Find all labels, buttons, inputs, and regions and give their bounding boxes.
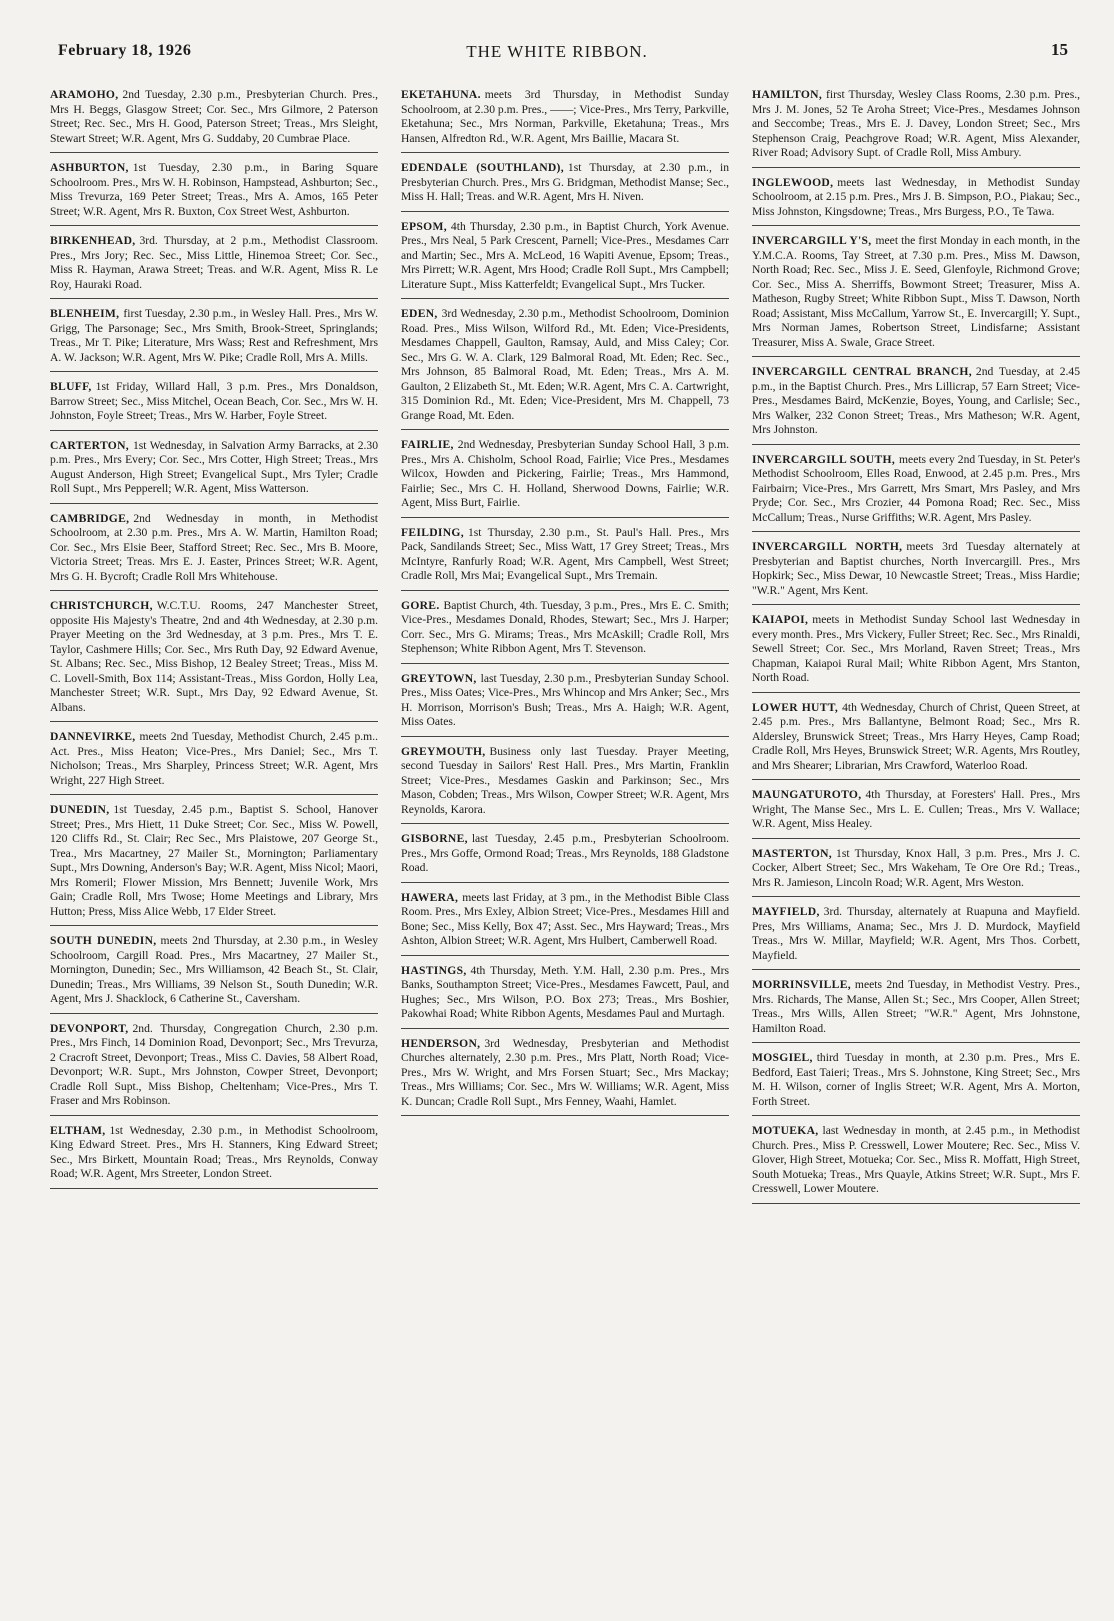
branch-name: HAMILTON,	[752, 88, 823, 101]
branch-entry	[50, 730, 378, 795]
branch-name: EKETAHUNA.	[401, 88, 481, 101]
branch-details: 4th Thursday, 2.30 p.m., in Baptist Church, York Avenue. Pres., Mrs Neal, 5 Park Crescent, Parnell; Vice-Pres., Mesdames Carr and Martin; Sec., Mrs A. McLeod, 16 Wapiti Avenue, Epsom; Treas., Mrs Pirrett; W.R. Agent, Mrs Hood; Cradle Roll Supt., Mrs Campbell; Literature Supt., Miss Katterfeldt; Evangelical Supt., Mrs Tucker.	[401, 219, 729, 291]
branch-details: Baptist Church, 4th. Tuesday, 3 p.m., Pres., Mrs E. C. Smith; Vice-Pres., Mesdames Donald, Rhodes, Stewart; Sec., Mrs J. Harper; Corr. Sec., Mrs G. Mirams; Treas., Mrs McAskill; Cradle Roll, Mrs Stephenson; White Ribbon Agent, Mrs T. Stevenson.	[401, 598, 729, 655]
branch-name: MOSGIEL,	[752, 1051, 813, 1064]
branch-entry	[752, 788, 1080, 839]
branch-entry	[50, 1022, 378, 1116]
branch-entry	[752, 847, 1080, 898]
branch-details: 1st Thursday, at 2.30 p.m., in Presbyterian Church. Pres., Mrs G. Bridgman, Methodist Manse; Sec., Miss H. Hall; Treas. and W.R. Agent, Mrs H. Niven.	[401, 161, 729, 203]
branch-entry	[752, 540, 1080, 605]
branch-details: 4th Wednesday, Church of Christ, Queen Street, at 2.45 p.m. Pres., Mrs Ballantyne, Belmont Road; Sec., Mrs R. Aldersley, Brunswick Street; Treas., Mrs Harry Heyes, Camp Road; Cradle Roll, Mrs Heyes, Brunswick Street; W.R. Agents, Mrs Routley, and Mrs Shearer; Librarian, Mrs Crawford, Waterloo Road.	[752, 700, 1080, 772]
column-2	[401, 88, 729, 1212]
branch-name: INVERCARGILL Y'S,	[752, 234, 872, 247]
branch-name: INVERCARGILL CENTRAL BRANCH,	[752, 365, 972, 378]
branch-name: HASTINGS,	[401, 963, 467, 977]
branch-details: last Wednesday in month, at 2.45 p.m., in Methodist Church. Pres., Miss P. Cresswell, Lower Moutere; Rec. Sec., Miss V. Glover, High Street, Motueka; Cor. Sec., Miss R. Moffatt, High Street, South Motueka; Treas., Mrs Quayle, Atkins Street; W.R. Supt., Mrs F. Cresswell, Lower Moutere.	[752, 1124, 1080, 1195]
branch-entry	[50, 512, 378, 592]
branch-name: INVERCARGILL NORTH,	[752, 540, 903, 553]
branch-details: meets 3rd Tuesday alternately at Presbyterian and Baptist churches, North Invercargill. Pres., Mrs Hopkirk; Sec., Miss Dewar, 10 Newcastle Street; Treas., Miss Hardie; "W.R." Agent, Mrs Kent.	[752, 540, 1080, 597]
branch-name: GREYMOUTH,	[401, 744, 486, 758]
branch-name: EDEN,	[401, 307, 438, 320]
branch-details: 2nd Wednesday, Presbyterian Sunday School Hall, 3 p.m. Pres., Mrs A. Chisholm, School Road, Fairlie; Vice Pres., Mesdames Wilcox, Howden and Pickering, Fairlie; Treas., Mrs Hammond, Fairlie; Sec., Mrs C. H. Holland, Sherwood Downs, Fairlie; W.R. Agent, Miss Burt, Fairlie.	[401, 438, 729, 509]
branch-entry	[401, 307, 729, 430]
branch-name: DUNEDIN,	[50, 803, 110, 816]
branch-name: HENDERSON,	[401, 1036, 481, 1050]
branch-entry	[752, 905, 1080, 970]
branch-entry	[401, 832, 729, 883]
branch-entry	[752, 88, 1080, 168]
branch-details: W.C.T.U. Rooms, 247 Manchester Street, opposite His Majesty's Theatre, 2nd and 4th Wednesday, at 2.30 p.m. Prayer Meeting on the 3rd Wednesday, at 3 p.m. Pres., Mrs T. E. Taylor, Cashmere Hills; Cor. Sec., Mrs Ruth Day, 92 Edward Avenue, St. Albans; Rec. Sec., Miss Bishop, 12 Bealey Street; Treas., Miss M. C. Lovell-Smith, Box 114; Assistant-Treas., Miss Gordon, Holly Lea, Manchester Street; W.R. Supt., Mrs Day, 92 Edward Avenue, St. Albans.	[50, 599, 378, 714]
branch-entry	[752, 176, 1080, 227]
branch-entry	[50, 439, 378, 504]
branch-details: 4th Thursday, Meth. Y.M. Hall, 2.30 p.m. Pres., Mrs Banks, Southampton Street; Vice-Pres., Mesdames Fawcett, Paul, and Hughes; Sec., Mrs Wilson, P.O. Box 273; Treas., Mrs Boshier, Pakowhai Road; White Ribbon Agents, Mesdames Paul and Murtagh.	[401, 963, 729, 1020]
branch-name: INVERCARGILL SOUTH,	[752, 452, 896, 466]
branch-details: 1st Friday, Willard Hall, 3 p.m. Pres., Mrs Donaldson, Barrow Street; Sec., Miss Mitchel, Ocean Beach, Cor. Sec., Mrs W. H. Johnston, Foyle Street; Treas., Mrs W. Harber, Foyle Street.	[50, 380, 378, 422]
branch-details: last Tuesday, 2.45 p.m., Presbyterian Schoolroom. Pres., Mrs Goffe, Ormond Road; Treas., Mrs Reynolds, 188 Gladstone Road.	[401, 832, 729, 874]
branch-name: ASHBURTON,	[50, 161, 129, 174]
branch-entry	[50, 599, 378, 722]
branch-name: HAWERA,	[401, 890, 459, 904]
branch-name: CHRISTCHURCH,	[50, 599, 153, 612]
branch-entry	[752, 1051, 1080, 1116]
branch-name: ARAMOHO,	[50, 88, 119, 101]
branch-details: first Thursday, Wesley Class Rooms, 2.30 p.m. Pres., Mrs J. M. Jones, 52 Te Aroha Street; Vice-Pres., Mesdames Johnson and Seccombe; Treas., Mrs E. J. Davey, London Street; Sec., Mrs Stephenson Craig, Peachgrove Road; W.R. Agent, Miss Alexander, River Road; Advisory Supt. of Cradle Roll, Miss Ambury.	[752, 88, 1080, 159]
branch-name: GORE.	[401, 598, 440, 612]
branch-details: 1st Wednesday, 2.30 p.m., in Methodist Schoolroom, King Edward Street. Pres., Mrs H. Stanners, King Edward Street; Sec., Mrs Birkett, Mountain Road; Treas., Mrs Reynolds, Conway Road; W.R. Agent, Mrs Streeter, London Street.	[50, 1123, 378, 1180]
branch-details: meets every 2nd Tuesday, in St. Peter's Methodist Schoolroom, Elles Road, Enwood, at 2.45 p.m. Pres., Mrs Fairbairn; Vice-Pres., Mrs Garrett, Mrs Smart, Mrs Pasley, and Mrs Pryde; Cor. Sec., Mrs Crozier, 44 Pomona Road; Rec. Sec., Miss McCallum; Treas., Nurse Griffiths; W.R. Agent, Mrs Pasley.	[752, 452, 1080, 524]
branch-details: 3rd Wednesday, 2.30 p.m., Methodist Schoolroom, Dominion Road. Pres., Miss Wilson, Wilford Rd., Mt. Eden; Vice-Presidents, Mesdames Chappell, Gaulton, Ramsay, Auld, and Miss Caley; Cor. Sec., Mrs G. W. A. Clark, 129 Balmoral Road, Mt. Eden; Rec. Sec., Mrs Johnson, 85 Balmoral Road, Mt. Eden; Treas., Mrs A. M. Gaulton, 2 Elizabeth St., Mt. Eden; W.R. Agent, Mrs C. A. Cartwright, 315 Dominion Rd., Mt. Eden; Vice-President, Mrs M. Chappell, 73 Grange Road, Mt. Eden.	[401, 307, 729, 422]
issue-date: February 18, 1926	[58, 42, 192, 59]
branch-name: BIRKENHEAD,	[50, 234, 136, 247]
branch-details: meets 2nd Thursday, at 2.30 p.m., in Wesley Schoolroom, Cargill Road. Pres., Mrs Macartney, 27 Mailer St., Mornington, Dunedin; Sec., Mrs Williamson, 42 Beach St., St. Clair, Dunedin; Treas., Mrs Williams, 39 Nelson St., South Dunedin; W.R. Agent, Mrs J. Shacklock, 6 Catherine St., Caversham.	[50, 934, 378, 1005]
branch-entry	[50, 803, 378, 926]
branch-entry	[752, 613, 1080, 693]
branch-details: meets last Friday, at 3 pm., in the Methodist Bible Class Room. Pres., Mrs Exley, Albion Street; Vice-Pres., Mesdames Hill and Bone; Sec., Miss Kelly, Box 47; Asst. Sec., Mrs Hayward; Treas., Mrs Ashton, Albion Street; W.R. Agent, Mrs Hulbert, Camberwell Road.	[401, 890, 729, 947]
branch-details: 2nd Tuesday, 2.30 p.m., Presbyterian Church. Pres., Mrs H. Beggs, Glasgow Street; Cor. Sec., Mrs Gilmore, 2 Paterson Street; Rec. Sec., Mrs H. Good, Paterson Street; Treas., Mrs Sleight, Stewart Street; W.R. Agent, Mrs G. Suddaby, 20 Cumbrae Place.	[50, 88, 378, 145]
branch-entry	[401, 1037, 729, 1117]
branch-details: 1st Thursday, Knox Hall, 3 p.m. Pres., Mrs J. C. Cocker, Albert Street; Sec., Mrs Wakeham, Te Ore Ore Rd.; Treas., Mrs R. Jamieson, Lincoln Road; W.R. Agent, Mrs Weston.	[752, 846, 1080, 889]
branch-entry	[401, 891, 729, 956]
branch-name: KAIAPOI,	[752, 613, 809, 626]
column-3	[752, 88, 1080, 1212]
branch-entry	[401, 438, 729, 518]
branch-name: LOWER HUTT,	[752, 700, 839, 714]
branch-details: 3rd. Thursday, at 2 p.m., Methodist Classroom. Pres., Mrs Jory; Rec. Sec., Miss Little, Hinemoa Street; Cor. Sec., Miss R. Hayman, Arawa Street; Treas. and W.R. Agent, Miss R. Le Roy, Hauraki Road.	[50, 234, 378, 291]
branch-name: DEVONPORT,	[50, 1021, 129, 1035]
branch-name: BLUFF,	[50, 380, 92, 393]
branch-details: 2nd Wednesday in month, in Methodist Schoolroom, at 2.30 p.m. Pres., Mrs A. W. Martin, Hamilton Road; Cor. Sec., Mrs Elsie Beer, Stafford Street; Rec. Sec., Mrs B. Moore, Victoria Street; Treas. Mrs E. J. Easter, Princes Street; W.R. Agent, Mrs G. H. Bycroft; Cradle Roll Mrs Whitehouse.	[50, 511, 378, 583]
branch-details: Business only last Tuesday. Prayer Meeting, second Tuesday in Sailors' Rest Hall. Pres., Mrs Martin, Franklin Street; Vice-Pres., Mesdames Gaskin and Parkinson; Sec., Mrs Mason, Cobden; Treas., Mrs Wilson, Cowper Street; W.R. Agent, Mrs Reynolds, Karora.	[401, 744, 729, 816]
branch-name: BLENHEIM,	[50, 307, 120, 320]
page-number: 15	[1051, 40, 1068, 59]
branch-details: 3rd. Thursday, alternately at Ruapuna and Mayfield. Pres, Mrs Williams, Anama; Sec., Mrs J. D. Murdock, Mayfield Treas., Mrs W. Millar, Mayfield; W.R. Agent, Mrs Thos. Corbett, Mayfield.	[752, 905, 1080, 962]
branch-name: ELTHAM,	[50, 1123, 106, 1137]
branch-entry	[50, 234, 378, 299]
branch-entry	[50, 161, 378, 226]
branch-details: first Tuesday, 2.30 p.m., in Wesley Hall. Pres., Mrs W. Grigg, The Parsonage; Sec., Mrs Smith, Brook-Street, Springlands; Treas., Mr T. Pike; Literature, Mrs Wass; Rest and Refreshment, Mrs A. W. Jackson; W.R. Agent, Mrs W. Pike; Cradle Roll, Mrs A. Mills.	[50, 307, 378, 364]
page-header	[34, 34, 1080, 74]
branch-details: meets 2nd Tuesday, Methodist Church, 2.45 p.m.. Act. Pres., Miss Heaton; Vice-Pres., Mrs Daniel; Sec., Mrs T. Nicholson; Treas., Mrs Sharpley, Princess Street; W.R. Agent, Mrs Wright, 227 High Street.	[50, 730, 378, 787]
branch-name: MAUNGATUROTO,	[752, 788, 862, 801]
branch-entry	[50, 88, 378, 153]
branch-name: MAYFIELD,	[752, 905, 820, 918]
branch-details: 1st Tuesday, 2.30 p.m., in Baring Square Schoolroom. Pres., Mrs W. H. Robinson, Hampstead, Ashburton; Sec., Miss Trevurza, 169 Peter Street; Treas., Mrs A. Amos, 165 Peter Street; W.R. Agent, Mrs R. Buxton, Cox Street West, Ashburton.	[50, 161, 378, 218]
branch-name: GREYTOWN,	[401, 671, 477, 685]
branch-name: FEILDING,	[401, 525, 464, 539]
branch-entry	[50, 934, 378, 1014]
branch-entry	[50, 307, 378, 372]
branch-details: 2nd Tuesday, at 2.45 p.m., in the Baptist Church. Pres., Mrs Lillicrap, 57 Earn Street; Vice-Pres., Mesdames Baird, McKenzie, Boyes, Young, and Carlisle; Sec., Mrs Walker, 232 Conon Street; Treas., Mrs Matheson; W.R. Agent, Mrs Johnston.	[752, 365, 1080, 436]
branch-details: meets 3rd Thursday, in Methodist Sunday Schoolroom, at 2.30 p.m. Pres., ——; Vice-Pres., Mrs Terry, Parkville, Eketahuna; Sec., Mrs Norman, Parkville, Eketahuna; Treas., Mrs Hansen, Alfredton Rd., W.R. Agent, Mrs Baillie, Macara St.	[401, 88, 730, 145]
branch-details: 2nd. Thursday, Congregation Church, 2.30 p.m. Pres., Mrs Finch, 14 Dominion Road, Devonport; Sec., Mrs Trevurza, 2 Cracroft Street, Devonport; Treas., Miss C. Davies, 58 Albert Road, Devonport; W.R. Supt., Mrs Johnston, Cowper Street, Devonport; Cradle Roll Supt., Miss Bishop, Cheltenham; Vice-Pres., Mrs T. Fraser and Mrs Robinson.	[50, 1021, 378, 1107]
branch-name: CAMBRIDGE,	[50, 511, 130, 525]
branch-entry	[752, 365, 1080, 445]
branch-name: GISBORNE,	[401, 832, 468, 845]
branch-name: MASTERTON,	[752, 846, 833, 860]
branch-details: 4th Thursday, at Foresters' Hall. Pres., Mrs Wright, The Manse Sec., Mrs L. E. Cullen; Treas., Mrs V. Wallace; W.R. Agent, Miss Healey.	[752, 788, 1080, 830]
branch-entry	[50, 1124, 378, 1189]
branch-name: EPSOM,	[401, 219, 447, 233]
branch-details: 1st Wednesday, in Salvation Army Barracks, at 2.30 p.m. Pres., Mrs Every; Cor. Sec., Mrs Cotter, High Street; Treas., Mrs August Anderson, High Street; Evangelical Supt., Mrs Tyler; Cradle Roll Supt., Mrs Pepperell; W.R. Agent, Miss Watterson.	[50, 438, 378, 495]
branch-details: last Tuesday, 2.30 p.m., Presbyterian Sunday School. Pres., Miss Oates; Vice-Pres., Mrs Whincop and Mrs Anker; Sec., Mrs H. Morrison, Morrison's Bush; Treas., Mrs A. Haigh; W.R. Agent, Miss Oates.	[401, 671, 729, 728]
branch-entry	[752, 701, 1080, 781]
column-1	[50, 88, 378, 1212]
publication-title: THE WHITE RIBBON.	[466, 42, 648, 61]
branch-entry	[401, 526, 729, 591]
branch-name: INGLEWOOD,	[752, 175, 834, 189]
branch-name: CARTERTON,	[50, 438, 129, 452]
branch-entry	[752, 234, 1080, 357]
branch-entry	[401, 599, 729, 664]
branch-entry	[401, 88, 729, 153]
branch-details: third Tuesday in month, at 2.30 p.m. Pres., Mrs E. Bedford, East Taieri; Treas., Mrs S. Johnstone, King Street; Sec., Mrs M. H. Wilson, corner of Inglis Street; W.R. Agent, Mrs A. Morton, Forth Street.	[752, 1051, 1080, 1108]
branch-entry	[752, 453, 1080, 533]
branch-name: FAIRLIE,	[401, 438, 454, 451]
branch-entry	[401, 672, 729, 737]
branch-entry	[401, 220, 729, 300]
branch-entry	[401, 964, 729, 1029]
branch-details: meet the first Monday in each month, in the Y.M.C.A. Rooms, Tay Street, at 7.30 p.m. Pres., Miss M. Dawson, North Road; Rec. Sec., Miss J. E. Seed, Glenfoyle, Richmond Grove; Cor. Sec., Miss A. Sherriffs, Bowmont Street; Treasurer, Miss A. Matheson, Rugby Street; White Ribbon Supt., Miss T. Dawson, North Road; Assistant, Miss McCallum, Yarrow St., E. Invercargill; Y. Supt., Mrs Norman James, Robertson Street, Lindisfarne; Assistant Treasurer, Miss A. Swale, Grace Street.	[752, 234, 1080, 349]
branch-name: MORRINSVILLE,	[752, 978, 851, 991]
branch-details: meets 2nd Tuesday, in Methodist Vestry. Pres., Mrs. Richards, The Manse, Allen St.; Sec., Mrs Cooper, Allen Street; Treas., Mrs Wills, Allen Street; "W.R." Agent, Mrs Johnstone, Hamilton Road.	[752, 978, 1080, 1035]
branch-entry	[752, 978, 1080, 1043]
branch-name: DANNEVIRKE,	[50, 730, 136, 743]
branch-details: meets in Methodist Sunday School last Wednesday in every month. Pres., Mrs Vickery, Fuller Street; Rec. Sec., Mrs Rinaldi, Sewell Street; Cor. Sec., Mrs Morland, Raven Street; Treas., Mrs Chapman, Kaiapoi Rural Mail; White Ribbon Agent, Mrs Stanton, North Road.	[752, 613, 1080, 684]
branch-entry	[50, 380, 378, 431]
branch-name: EDENDALE (SOUTHLAND),	[401, 161, 564, 174]
branch-details: 1st Tuesday, 2.45 p.m., Baptist S. School, Hanover Street; Pres., Mrs Hiett, 11 Duke Street; Cor. Sec., Miss W. Powell, 120 Cliffs Rd., St. Clair; Rec Sec., Mrs Plaistowe, 207 George St., Trea., Mrs Macartney, 27 Mailer St., Mornington; Parliamentary Supt., Mrs Downing, Anderson's Bay; W.R. Agent, Miss Nicol; Maori, Mrs Romeril; Flower Mission, Mrs Bennett; Juvenile Work, Mrs Gain; Cradle Roll, Mrs Twose; Home Meetings and Library, Mrs Hutton; Press, Miss Alice Webb, 17 Elder Street.	[50, 803, 378, 918]
branch-directory	[50, 88, 1080, 1212]
branch-details: 1st Thursday, 2.30 p.m., St. Paul's Hall. Pres., Mrs Pack, Sandilands Street; Sec., Miss Watt, 17 Grey Street; Treas., Mrs McIntyre, Ranfurly Road; W.R. Agent, Mrs Campbell, West Street; Cradle Roll, Mrs Mai; Evangelical Supt., Mrs Tremain.	[401, 525, 729, 582]
branch-name: MOTUEKA,	[752, 1124, 819, 1137]
branch-entry	[401, 745, 729, 825]
branch-entry	[401, 161, 729, 212]
branch-details: meets last Wednesday, in Methodist Sunday Schoolroom, at 2.15 p.m. Pres., Mrs J. B. Simpson, P.O., Piakau; Sec., Miss Johnston, Kingsdowne; Treas., Mrs Burgess, P.O., Te Tawa.	[752, 175, 1080, 218]
branch-entry	[752, 1124, 1080, 1204]
branch-details: 3rd Wednesday, Presbyterian and Methodist Churches alternately, 2.30 p.m. Pres., Mrs Platt, North Road; Vice-Pres., Mrs W. Wright, and Mrs Forsen Stuart; Sec., Mrs Mackay; Treas., Mrs Williams; Cor. Sec., Mrs W. Williams; W.R. Agent, Miss K. Duncan; Cradle Roll Supt., Mrs Fenney, Waahi, Hamlet.	[401, 1036, 729, 1108]
branch-name: SOUTH DUNEDIN,	[50, 934, 157, 947]
